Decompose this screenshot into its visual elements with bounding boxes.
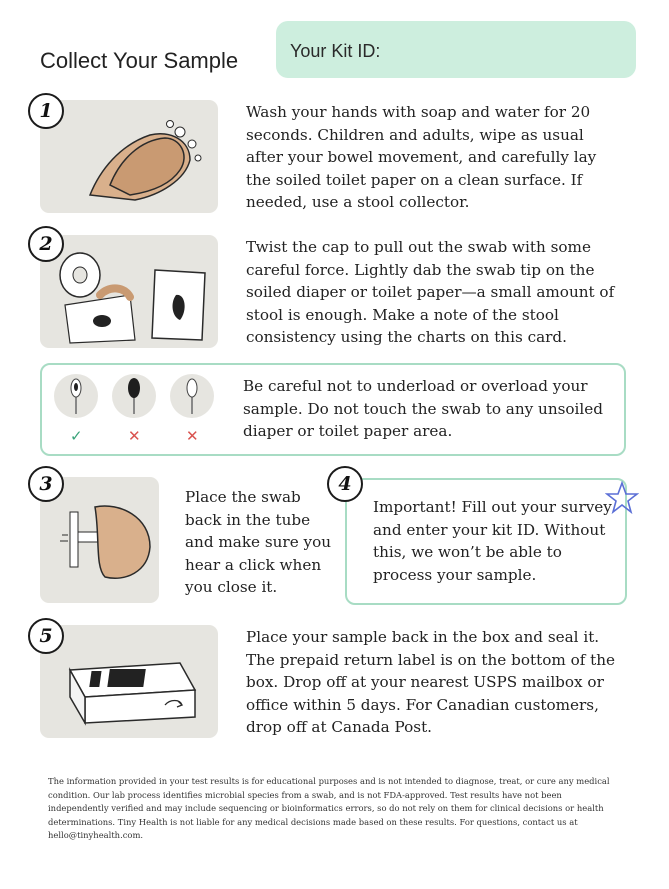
important-survey-box [345, 478, 627, 605]
swab-amount-guide [40, 363, 626, 456]
kit-id-label: Your Kit ID: [290, 41, 381, 61]
step-2-illustration [40, 235, 218, 348]
step-number-5: 5 [28, 618, 64, 654]
cross-icon: ✕ [186, 427, 199, 445]
step-4-text: Important! Fill out your survey and enter your kit ID. Without this, we won’t be able to process your sample. [373, 498, 612, 584]
check-icon: ✓ [70, 427, 83, 445]
step-2-text: Twist the cap to pull out the swab with some careful force. Lightly dab the swab tip on the soiled diaper or toilet paper—a small amount of stool is enough. Make a note of the stool consistency using the charts on this card. [246, 238, 615, 346]
swab-underloaded [170, 374, 214, 418]
swab-overloaded [112, 374, 156, 418]
hand-washing-illustration [40, 100, 218, 213]
swab-correct-amount [54, 374, 98, 418]
step-1-illustration [40, 100, 218, 213]
sealed-box-illustration [40, 625, 218, 738]
star-icon [605, 480, 639, 514]
step-number-1: 1 [28, 93, 64, 129]
step-3-text: Place the swab back in the tube and make sure you hear a click when you close it. [185, 488, 332, 596]
step-5-text: Place your sample back in the box and seal it. The prepaid return label is on the bottom of the box. Drop off at your nearest USPS mailbox or office within 5 days. For Canadian customers, drop off at Canada Post. [246, 628, 616, 736]
step-number-2: 2 [28, 226, 64, 262]
swab-guide-text: Be careful not to underload or overload your sample. Do not touch the swab to any unsoiled diaper or toilet paper area. [243, 377, 603, 440]
page-title: Collect Your Sample [40, 48, 239, 73]
swab-diaper-illustration [40, 235, 218, 348]
step-number-4: 4 [327, 466, 363, 502]
step-5-illustration [40, 625, 218, 738]
step-number-3: 3 [28, 466, 64, 502]
step-1-text: Wash your hands with soap and water for 20 seconds. Children and adults, wipe as usual after your bowel movement, and carefully lay the soiled toilet paper on a clean surface. If needed, use a stool collector. [246, 103, 597, 211]
cross-icon: ✕ [128, 427, 141, 445]
kit-id-box [276, 21, 636, 78]
disclaimer-footer: The information provided in your test results is for educational purposes and is not intended to diagnose, treat, or cure any medical condition. Our lab process identifies microbial species from a swab, and is not FDA-approved. Test results have not been independently verified and may include sequencing or bioinformatics errors, so do not rely on them for clinical decisions or health determinations. Tiny Health is not liable for any medical decisions made based on these results. For questions, contact us at hello@tinyhealth.com. [48, 776, 610, 841]
